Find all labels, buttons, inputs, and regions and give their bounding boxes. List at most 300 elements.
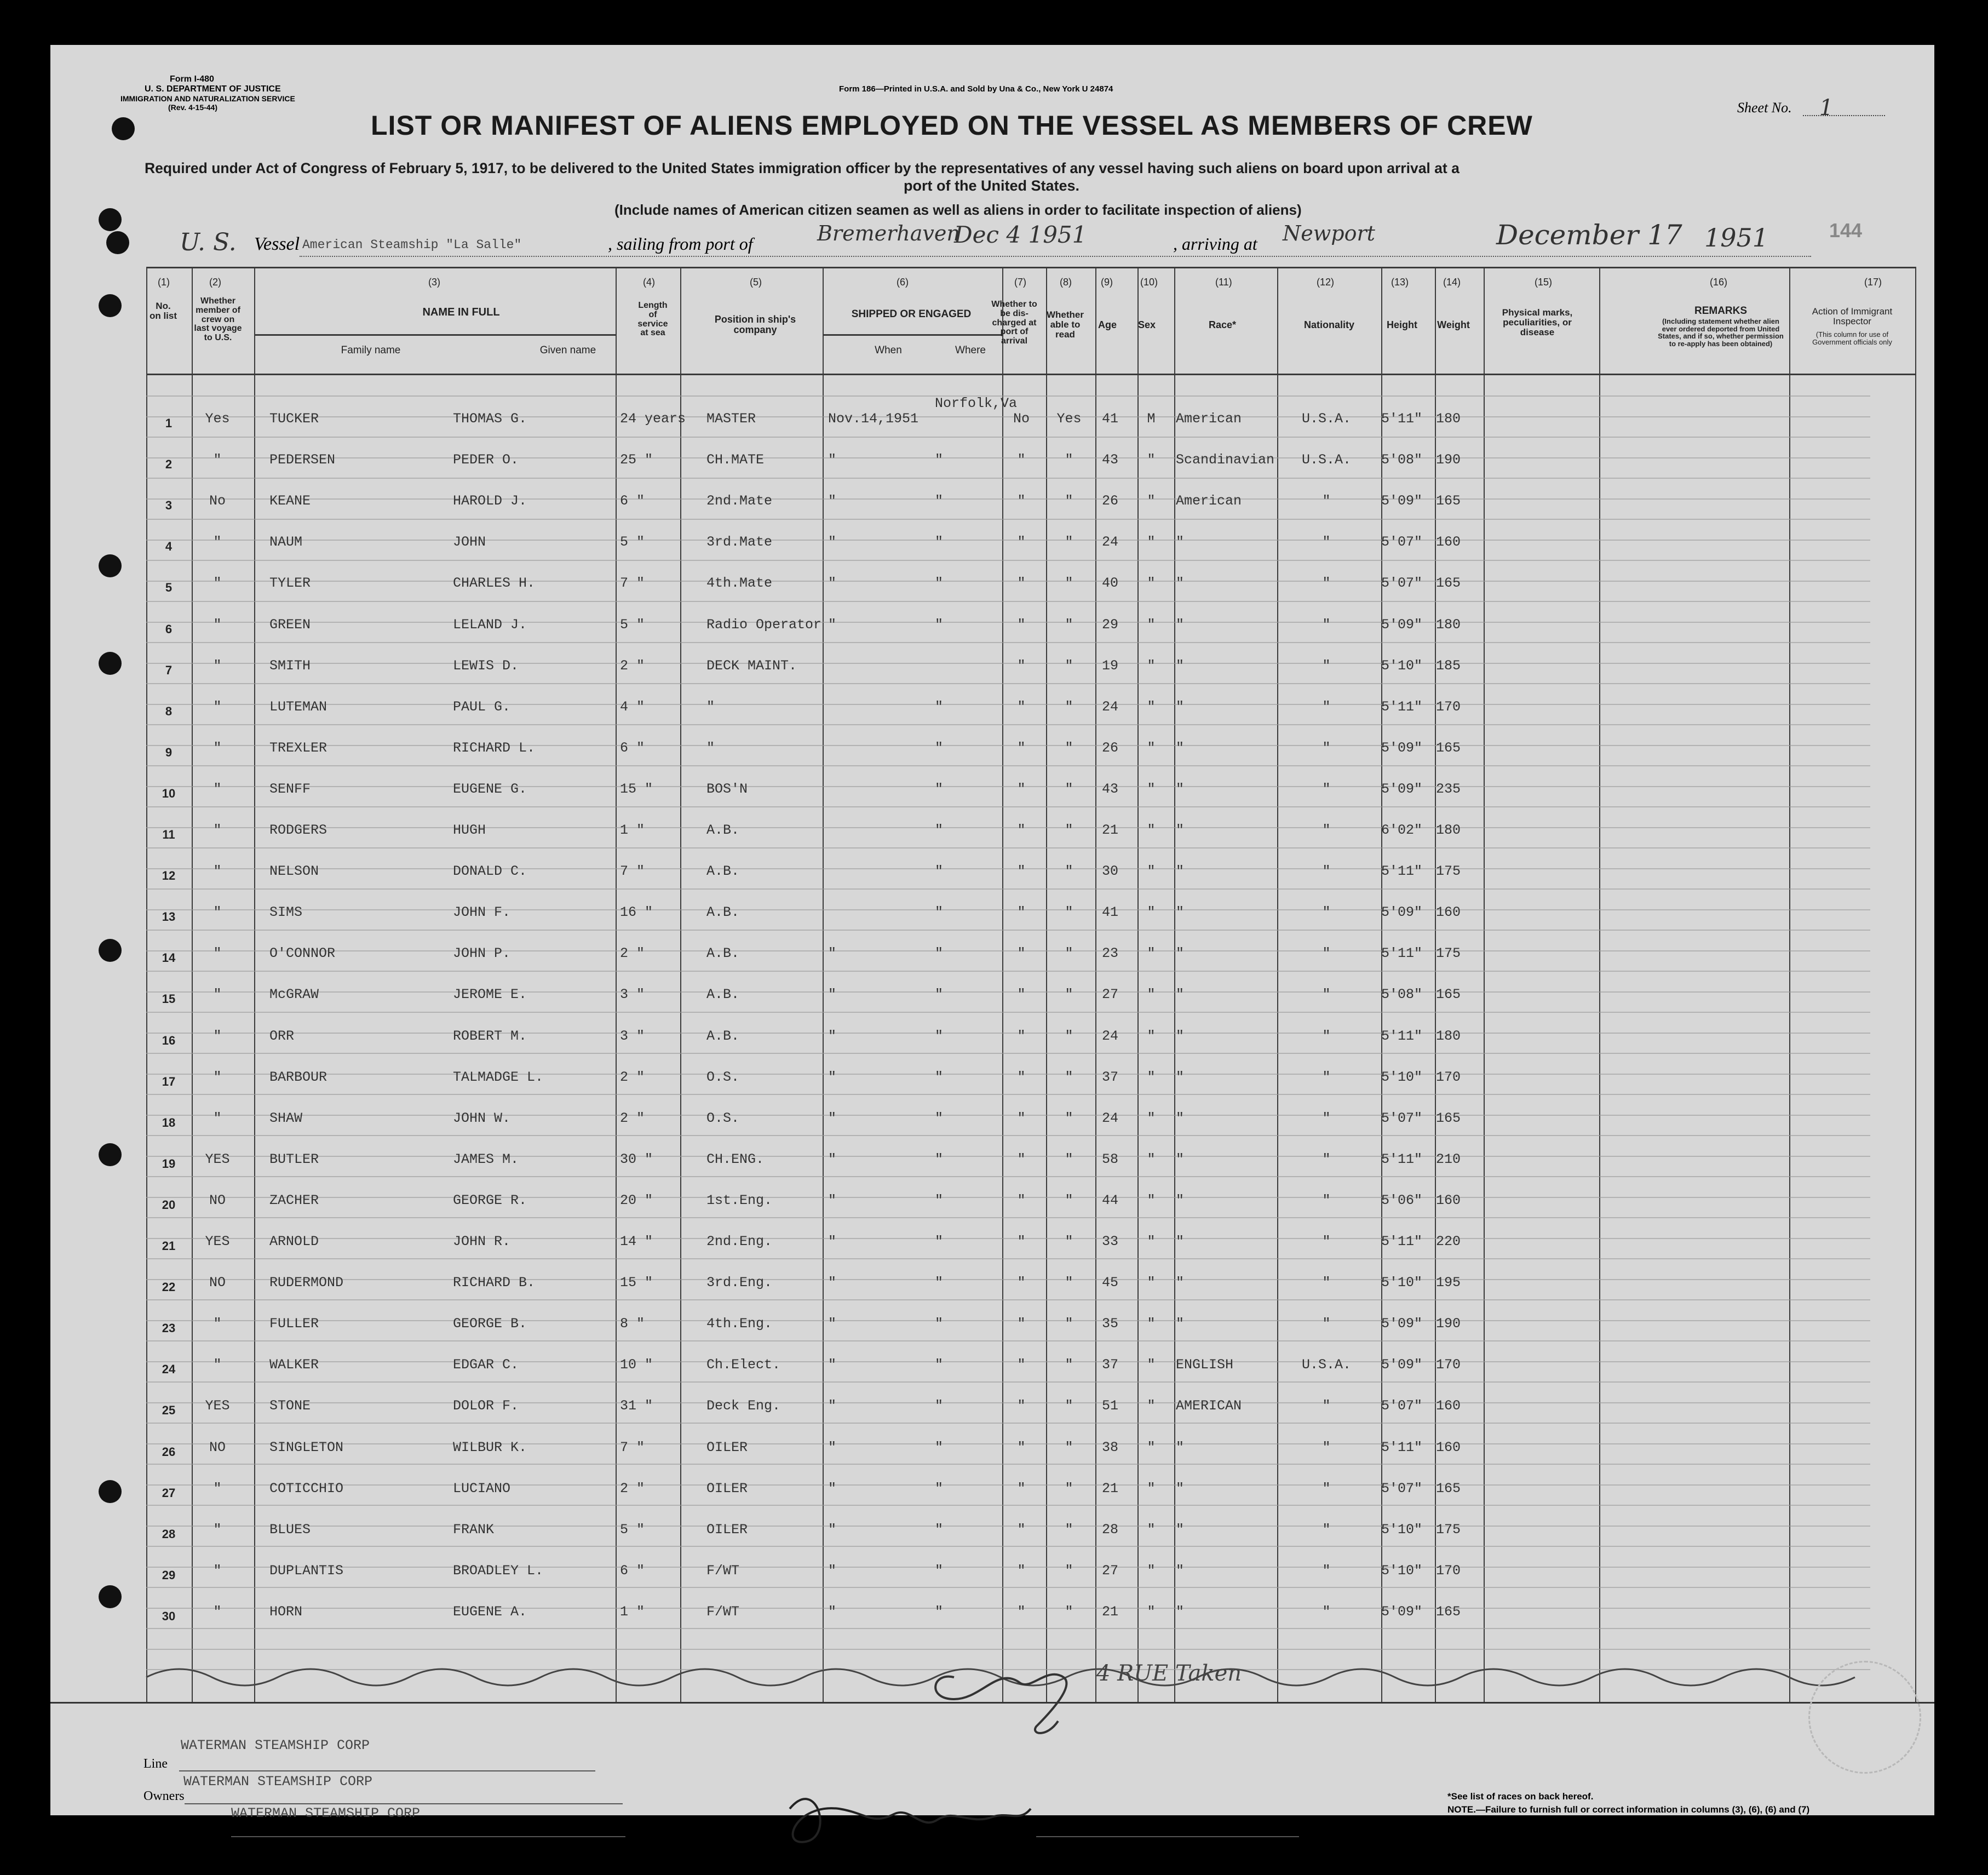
cell-family: SIMS	[269, 904, 303, 921]
line-value: WATERMAN STEAMSHIP CORP	[181, 1738, 370, 1753]
cell-where: "	[935, 1521, 944, 1538]
cell-position: 3rd.Mate	[706, 534, 773, 551]
cell-discharged: "	[1017, 1562, 1026, 1579]
cell-family: DUPLANTIS	[269, 1562, 344, 1579]
service: IMMIGRATION AND NATURALIZATION SERVICE	[120, 94, 295, 103]
cell-given: EUGENE A.	[453, 1603, 527, 1620]
cell-service: 1 "	[620, 1603, 645, 1620]
manifest-sheet	[50, 45, 1934, 1853]
cell-height: 5'07"	[1381, 1480, 1423, 1496]
cell-weight: 160	[1436, 1439, 1461, 1455]
agents-label: Local Agents	[143, 1822, 214, 1836]
cell-given: WILBUR K.	[453, 1439, 527, 1455]
cell-nationality: U.S.A.	[1301, 1357, 1351, 1373]
cell-read: "	[1065, 1275, 1073, 1291]
cell-read: "	[1065, 1192, 1073, 1208]
cell-family: O'CONNOR	[269, 945, 336, 962]
cell-service: 3 "	[620, 987, 645, 1003]
cell-weight: 170	[1436, 698, 1461, 715]
cell-given: DOLOR F.	[453, 1398, 519, 1414]
cell-age: 26	[1101, 493, 1118, 509]
cell-service: 5 "	[620, 534, 645, 551]
cell-sex: "	[1147, 1192, 1156, 1208]
cell-height: 5'09"	[1381, 493, 1423, 509]
cell-weight: 165	[1436, 1110, 1461, 1126]
cell-when: "	[828, 1521, 837, 1538]
cell-where: "	[935, 616, 944, 633]
cell-position: O.S.	[706, 1069, 740, 1085]
cell-member: "	[213, 1316, 222, 1332]
cell-weight: 195	[1436, 1275, 1461, 1291]
cell-race: "	[1176, 863, 1185, 880]
cell-nationality: "	[1322, 781, 1331, 797]
col-num: (15)	[1535, 277, 1553, 288]
cell-family: KEANE	[269, 493, 311, 509]
cell-where: "	[935, 1151, 944, 1167]
cell-when: "	[828, 616, 837, 633]
cell-race: Scandinavian	[1176, 452, 1275, 468]
cell-weight: 160	[1436, 1192, 1461, 1208]
cell-height: 5'09"	[1381, 1357, 1423, 1373]
cell-family: RODGERS	[269, 822, 327, 838]
cell-service: 7 "	[620, 1439, 645, 1455]
cell-given: JEROME E.	[453, 987, 527, 1003]
cell-discharged: "	[1017, 616, 1026, 633]
cell-when: "	[828, 1110, 837, 1126]
cell-service: 15 "	[620, 1275, 653, 1291]
cell-when: "	[828, 987, 837, 1003]
col-num: (10)	[1140, 277, 1158, 288]
cell-nationality: "	[1322, 1028, 1331, 1044]
cell-given: EUGENE G.	[453, 781, 527, 797]
cell-family: SHAW	[269, 1110, 303, 1126]
cell-age: 30	[1101, 863, 1118, 880]
cell-height: 5'10"	[1381, 1521, 1423, 1538]
cell-discharged: "	[1017, 1480, 1026, 1496]
col-where: Where	[955, 345, 986, 356]
cell-service: 20 "	[620, 1192, 653, 1208]
cell-weight: 165	[1436, 1603, 1461, 1620]
cell-read: "	[1065, 1439, 1073, 1455]
cell-discharged: "	[1017, 1316, 1026, 1332]
cell-height: 5'11"	[1381, 945, 1423, 962]
cell-member: NO	[209, 1275, 226, 1291]
cell-position: OILER	[706, 1521, 748, 1538]
cell-read: "	[1065, 945, 1073, 962]
row-number: 16	[162, 1033, 176, 1047]
table-column-rule	[680, 267, 681, 1704]
cell-given: JAMES M.	[453, 1151, 519, 1167]
cell-nationality: "	[1322, 616, 1331, 633]
cell-given: FRANK	[453, 1521, 495, 1538]
cell-sex: "	[1147, 1398, 1156, 1414]
cell-sex: "	[1147, 1316, 1156, 1332]
cell-age: 24	[1101, 534, 1118, 551]
cell-member: YES	[205, 1234, 230, 1249]
cell-family: RUDERMOND	[269, 1275, 344, 1291]
cell-position: 4th.Mate	[706, 575, 773, 592]
cell-when: "	[828, 945, 837, 962]
table-column-rule	[1484, 267, 1485, 1704]
row-number: 28	[162, 1527, 176, 1541]
cell-sex: "	[1147, 739, 1156, 756]
cell-sex: "	[1147, 822, 1156, 838]
ledger-line	[146, 1340, 1870, 1341]
cell-service: 15 "	[620, 781, 653, 797]
vessel-label: Vessel	[254, 234, 300, 254]
cell-weight: 210	[1436, 1151, 1461, 1167]
cell-member: "	[213, 781, 222, 797]
cell-when: "	[828, 534, 837, 551]
cell-discharged: "	[1017, 452, 1026, 468]
col-action: Action of Immigrant Inspector	[1812, 306, 1893, 326]
cell-where: "	[935, 1398, 944, 1414]
cell-family: NELSON	[269, 863, 319, 880]
cell-read: "	[1065, 863, 1073, 880]
cell-member: "	[213, 1480, 222, 1496]
ledger-line	[146, 1628, 1870, 1629]
cell-age: 27	[1101, 1562, 1118, 1579]
cell-age: 44	[1101, 1192, 1118, 1208]
cell-nationality: "	[1322, 1480, 1331, 1496]
cell-race: "	[1176, 987, 1185, 1003]
printer-note: Form 186—Printed in U.S.A. and Sold by Una & Co., New York U 24874	[839, 84, 1113, 94]
cell-discharged: "	[1017, 1028, 1026, 1044]
cell-weight: 160	[1436, 1398, 1461, 1414]
cell-height: 5'07"	[1381, 534, 1423, 551]
table-column-rule	[254, 267, 255, 1704]
signature-scrawl	[921, 1633, 1096, 1743]
cell-age: 29	[1101, 616, 1118, 633]
ledger-line	[146, 888, 1870, 890]
cell-given: CHARLES H.	[453, 575, 536, 592]
cell-given: EDGAR C.	[453, 1357, 519, 1373]
cell-member: "	[213, 657, 222, 674]
cell-service: 7 "	[620, 863, 645, 880]
cell-sex: "	[1147, 1234, 1156, 1249]
col-num: (4)	[643, 277, 655, 288]
ledger-line	[146, 1587, 1870, 1588]
cell-where: "	[935, 1562, 944, 1579]
cell-race: "	[1176, 657, 1185, 674]
ledger-line	[146, 1217, 1870, 1218]
ledger-line	[146, 683, 1870, 684]
cell-height: 5'11"	[1381, 698, 1423, 715]
cell-service: 5 "	[620, 1521, 645, 1538]
cell-discharged: "	[1017, 1398, 1026, 1414]
cell-height: 5'11"	[1381, 1151, 1423, 1167]
cell-sex: "	[1147, 1480, 1156, 1496]
cell-read: "	[1065, 822, 1073, 838]
cell-nationality: "	[1322, 1562, 1331, 1579]
cell-height: 5'09"	[1381, 739, 1423, 756]
form-id: Form I-480	[170, 74, 214, 84]
table-column-rule	[616, 267, 617, 1704]
ledger-line	[146, 971, 1870, 972]
cell-member: "	[213, 822, 222, 838]
table-column-rule	[1002, 267, 1003, 1704]
col-remarks-note: (Including statement whether alien ever ordered deported from United States, and if so, whether permission to re-apply has been obtained)	[1658, 317, 1784, 348]
cell-service: 5 "	[620, 616, 645, 633]
cell-discharged: "	[1017, 739, 1026, 756]
cell-sex: "	[1147, 1357, 1156, 1373]
cell-when: "	[828, 1480, 837, 1496]
cell-read: "	[1065, 493, 1073, 509]
cell-when: "	[828, 452, 837, 468]
cell-where: "	[935, 1069, 944, 1085]
col-num: (13)	[1391, 277, 1409, 288]
cell-sex: "	[1147, 987, 1156, 1003]
cell-where: "	[935, 1480, 944, 1496]
cell-nationality: "	[1322, 1439, 1331, 1455]
cell-when: "	[828, 1069, 837, 1085]
races-note: *See list of races on back hereof.	[1447, 1791, 1594, 1802]
cell-given: JOHN P.	[453, 945, 511, 962]
cell-sex: "	[1147, 781, 1156, 797]
cell-when: "	[828, 1192, 837, 1208]
page-stamp: 144	[1829, 219, 1863, 242]
cell-member: "	[213, 452, 222, 468]
col-num: (7)	[1014, 277, 1026, 288]
cell-discharged: No	[1013, 411, 1030, 427]
cell-race: "	[1176, 904, 1185, 921]
cell-where: "	[935, 452, 944, 468]
cell-position: A.B.	[706, 822, 740, 838]
cell-sex: M	[1147, 411, 1156, 427]
cell-race: "	[1176, 698, 1185, 715]
cell-when: "	[828, 1398, 837, 1414]
cell-given: THOMAS G.	[453, 411, 527, 427]
cell-when: "	[828, 1357, 837, 1373]
cell-discharged: "	[1017, 904, 1026, 921]
cell-given: ROBERT M.	[453, 1028, 527, 1044]
cell-family: ARNOLD	[269, 1234, 319, 1249]
cell-service: 6 "	[620, 493, 645, 509]
cell-service: 2 "	[620, 945, 645, 962]
cell-sex: "	[1147, 534, 1156, 551]
cell-weight: 160	[1436, 534, 1461, 551]
cell-read: "	[1065, 657, 1073, 674]
cell-read: "	[1065, 698, 1073, 715]
cell-nationality: "	[1322, 1069, 1331, 1085]
col-position: Position in ship's company	[714, 314, 796, 335]
cell-family: TYLER	[269, 575, 311, 592]
cell-service: 2 "	[620, 657, 645, 674]
table-header-rule	[146, 374, 1915, 375]
cell-member: "	[213, 1562, 222, 1579]
row-number: 29	[162, 1568, 176, 1582]
ledger-line	[146, 1505, 1870, 1506]
cell-race: "	[1176, 1028, 1185, 1044]
subtitle-line1: Required under Act of Congress of February 5, 1917, to be delivered to the United States immigration officer by the representatives of any vessel having such aliens on board upon arrival at a	[145, 160, 1460, 176]
cell-height: 5'10"	[1381, 1069, 1423, 1085]
table-column-rule	[146, 267, 147, 1704]
cell-position: 2nd.Eng.	[706, 1234, 773, 1249]
row-number: 7	[165, 663, 173, 677]
cell-sex: "	[1147, 1069, 1156, 1085]
cell-when: "	[828, 1028, 837, 1044]
cell-height: 5'11"	[1381, 1234, 1423, 1249]
table-column-rule	[1174, 267, 1175, 1704]
cell-nationality: "	[1322, 1151, 1331, 1167]
cell-where: "	[935, 575, 944, 592]
cell-given: LEWIS D.	[453, 657, 519, 674]
ledger-line	[146, 1423, 1870, 1424]
cell-age: 35	[1101, 1316, 1118, 1332]
cell-given: JOHN	[453, 534, 486, 551]
cell-height: 5'10"	[1381, 1562, 1423, 1579]
cell-race: "	[1176, 1480, 1185, 1496]
cell-read: "	[1065, 1521, 1073, 1538]
cell-sex: "	[1147, 1028, 1156, 1044]
cell-given: HAROLD J.	[453, 493, 527, 509]
cell-given: DONALD C.	[453, 863, 527, 880]
official-seal	[1808, 1661, 1921, 1774]
col-physical-marks: Physical marks, peculiarities, or disease	[1502, 307, 1573, 337]
cell-given: JOHN F.	[453, 904, 511, 921]
cell-where: "	[935, 698, 944, 715]
cell-nationality: "	[1322, 904, 1331, 921]
cell-race: "	[1176, 1316, 1185, 1332]
col-num: (8)	[1060, 277, 1072, 288]
cell-nationality: "	[1322, 987, 1331, 1003]
cell-race: ENGLISH	[1176, 1357, 1234, 1373]
cell-age: 37	[1101, 1357, 1118, 1373]
sailing-port: Bremerhaven	[817, 221, 960, 245]
cell-where: "	[935, 493, 944, 509]
cell-family: ORR	[269, 1028, 295, 1044]
cell-position: F/WT	[706, 1603, 740, 1620]
cell-read: "	[1065, 1151, 1073, 1167]
cell-race: "	[1176, 822, 1185, 838]
cell-read: "	[1065, 739, 1073, 756]
cell-age: 21	[1101, 822, 1118, 838]
cell-discharged: "	[1017, 1439, 1026, 1455]
cell-discharged: "	[1017, 1192, 1026, 1208]
cell-member: "	[213, 575, 222, 592]
cell-sex: "	[1147, 493, 1156, 509]
cell-member: "	[213, 863, 222, 880]
col-discharged: Whether to be dis-charged at port of arrival	[991, 300, 1037, 346]
cell-race: "	[1176, 1439, 1185, 1455]
row-number: 21	[162, 1239, 176, 1253]
cell-position: A.B.	[706, 945, 740, 962]
cell-nationality: "	[1322, 1398, 1331, 1414]
cell-discharged: "	[1017, 1110, 1026, 1126]
table-column-rule	[1599, 267, 1600, 1704]
col-num: (9)	[1101, 277, 1113, 288]
line-label: Line	[143, 1757, 168, 1771]
page-title: LIST OR MANIFEST OF ALIENS EMPLOYED ON THE VESSEL AS MEMBERS OF CREW	[371, 110, 1533, 141]
cell-age: 24	[1101, 698, 1118, 715]
col-num: (14)	[1443, 277, 1461, 288]
cell-where: "	[935, 1192, 944, 1208]
cell-position: OILER	[706, 1480, 748, 1496]
cell-nationality: "	[1322, 657, 1331, 674]
ledger-line	[146, 847, 1870, 848]
cell-age: 33	[1101, 1234, 1118, 1249]
cell-nationality: "	[1322, 739, 1331, 756]
col-remarks: REMARKS	[1694, 305, 1748, 317]
cell-height: 5'08"	[1381, 452, 1423, 468]
cell-weight: 165	[1436, 739, 1461, 756]
cell-age: 41	[1101, 904, 1118, 921]
cell-discharged: "	[1017, 1234, 1026, 1249]
ledger-line	[146, 1094, 1870, 1095]
cell-family: SINGLETON	[269, 1439, 344, 1455]
arriving-label: , arriving at	[1173, 234, 1257, 254]
cell-where: "	[935, 1603, 944, 1620]
cell-nationality: "	[1322, 534, 1331, 551]
cell-service: 2 "	[620, 1110, 645, 1126]
cell-member: "	[213, 1521, 222, 1538]
cell-given: PEDER O.	[453, 452, 519, 468]
cell-position: "	[706, 698, 715, 715]
cell-age: 26	[1101, 739, 1118, 756]
cell-family: BLUES	[269, 1521, 311, 1538]
cell-height: 5'09"	[1381, 1316, 1423, 1332]
cell-read: "	[1065, 1110, 1073, 1126]
ledger-line	[146, 1381, 1870, 1383]
col-num: (1)	[158, 277, 170, 288]
cell-height: 5'11"	[1381, 1028, 1423, 1044]
cell-member: Yes	[205, 411, 230, 427]
cell-position: CH.MATE	[706, 452, 765, 468]
cell-read: "	[1065, 534, 1073, 551]
cell-when: "	[828, 1275, 837, 1291]
col-num: (3)	[428, 277, 440, 288]
cell-given: LUCIANO	[453, 1480, 511, 1496]
cell-age: 21	[1101, 1480, 1118, 1496]
cell-sex: "	[1147, 1151, 1156, 1167]
cell-given: TALMADGE L.	[453, 1069, 544, 1085]
cell-height: 5'07"	[1381, 1110, 1423, 1126]
cell-member: "	[213, 698, 222, 715]
col-num: (2)	[209, 277, 221, 288]
row-number: 9	[165, 745, 173, 759]
ledger-line	[146, 1012, 1870, 1013]
ledger-line	[146, 601, 1870, 602]
cell-service: 1 "	[620, 822, 645, 838]
ledger-line	[146, 437, 1870, 438]
cell-position: CH.ENG.	[706, 1151, 765, 1167]
cell-position: 1st.Eng.	[706, 1192, 773, 1208]
cell-when: "	[828, 1603, 837, 1620]
col-name-in-full: NAME IN FULL	[422, 306, 500, 318]
cell-position: 2nd.Mate	[706, 493, 773, 509]
cell-where: "	[935, 1316, 944, 1332]
cell-weight: 235	[1436, 781, 1461, 797]
cell-where: "	[935, 781, 944, 797]
col-weight: Weight	[1437, 319, 1470, 330]
cell-weight: 175	[1436, 1521, 1461, 1538]
cell-sex: "	[1147, 1275, 1156, 1291]
ledger-line	[146, 1299, 1870, 1300]
cell-position: Radio Operator	[706, 616, 822, 633]
cell-weight: 170	[1436, 1357, 1461, 1373]
ledger-line	[146, 478, 1870, 479]
revision: (Rev. 4-15-44)	[168, 103, 218, 112]
agents-value: WATERMAN STEAMSHIP CORP	[231, 1805, 421, 1821]
cell-member: NO	[209, 1439, 226, 1455]
cell-read: "	[1065, 781, 1073, 797]
inspector-signature	[773, 1770, 1058, 1853]
cell-age: 24	[1101, 1110, 1118, 1126]
cell-height: 5'07"	[1381, 575, 1423, 592]
cell-nationality: "	[1322, 1603, 1331, 1620]
cell-member: YES	[205, 1151, 230, 1167]
cell-sex: "	[1147, 863, 1156, 880]
